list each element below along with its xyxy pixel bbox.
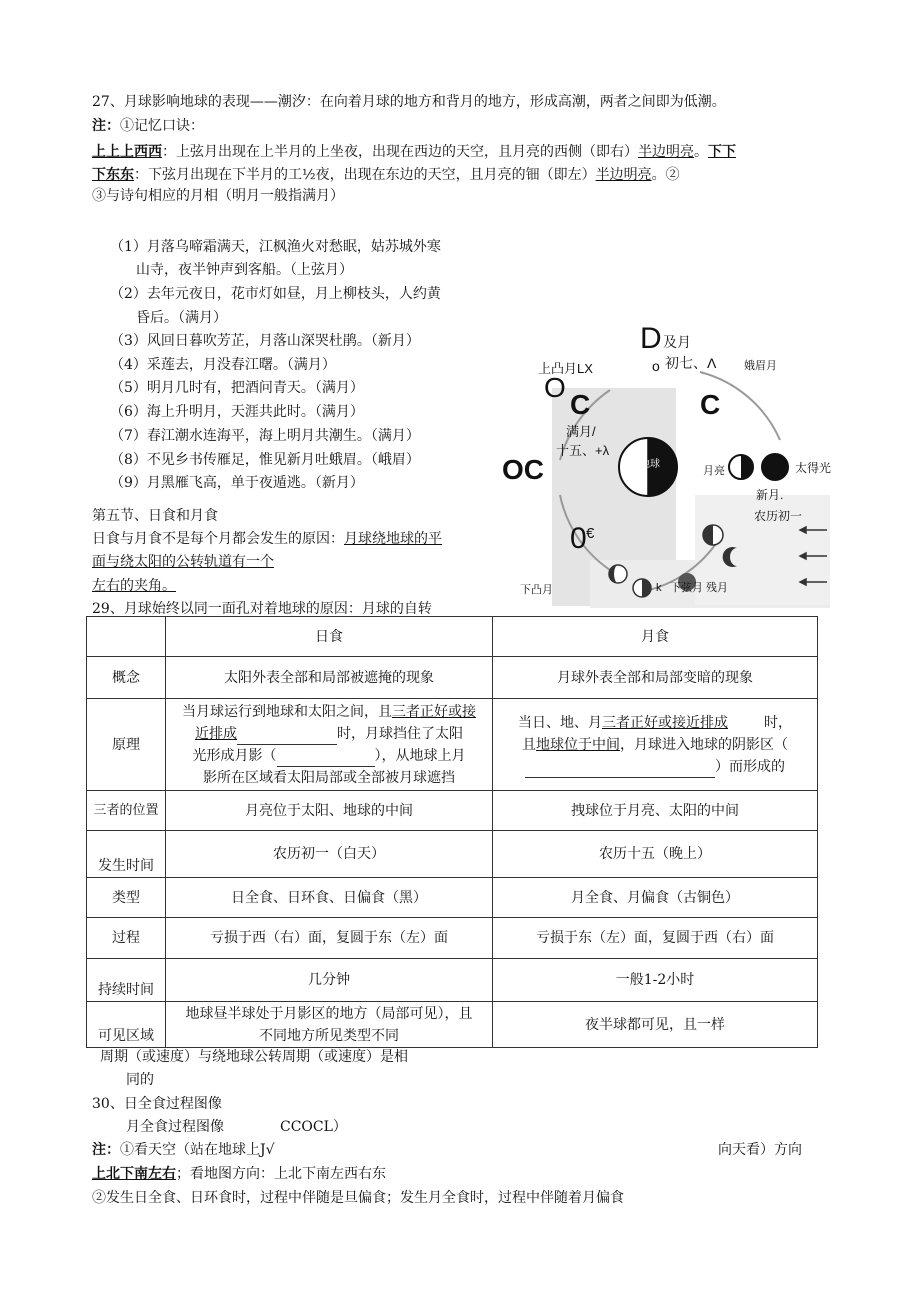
poem-num: （2） [110,286,147,302]
cell-solar: 太阳外表全部和局部被遮掩的现象 [166,657,493,699]
text: 时，月球挡住了太阳 [337,725,463,742]
row-label: 过程 [87,918,166,959]
text: 当月球运行到地球和太阳之间，且 [182,703,392,720]
cell-solar: 农历初一（白天） [166,831,493,878]
diagram-label-full-2: 十五、+λ [556,443,610,458]
poem-item [110,402,364,422]
poem-text: 风回日暮吹芳芷，月落山深哭杜鹃。（新月） [146,333,420,349]
text: 月全食过程图像 [126,1119,224,1135]
diagram-letter-c-left: C [570,389,591,420]
diagram-letters-oc: OC [502,454,544,485]
eclipse-cause-line-3: 左右的夹角。 [92,578,176,594]
diagram-label-first-quarter: 初七、Λ [665,355,717,371]
para-27: 27、月球影响地球的表现——潮汐：在向着月球的地方和背月的地方，形成高潮，两者之间即为低潮。 [92,94,726,110]
principle-solar-line [170,745,488,767]
mnemonic-end-2: 。② [651,167,680,183]
diagram-label-moon: 月亮 [703,465,725,477]
mnemonic-text-1: ：上弦月出现在上半月的上坐夜，出现在西边的天空，且月亮的西侧（即右） [162,144,638,160]
cell-solar [166,699,493,791]
cell-solar [166,1002,493,1048]
row-label: 概念 [87,657,166,699]
third-quarter-moon-icon [633,579,651,597]
diagram-earth-label: 地球 [640,459,660,470]
table-header-lunar: 月食 [493,617,818,657]
cell-solar: 月亮位于太阳、地球的中间 [166,791,493,831]
period-line-2: 同的 [126,1072,154,1088]
section-title: 第五节、日食和月食 [92,508,218,524]
table-row [87,791,818,831]
poem-item [110,331,420,351]
table-row [87,831,818,878]
principle-lunar-line [497,712,813,734]
row-label: 发生时间 [87,831,166,878]
text: 时， [764,714,792,731]
eclipse-cause-text: 日食与月食不是每个月都会发生的原因： [92,531,344,547]
visible-area-line: 地球昼半球处于月影区的地方（局部可见），且 [185,1005,473,1022]
mnemonic-text-2: ：下弦月出现在下半月的工½夜，出现在东边的天空，且月亮的钿（即左） [134,167,596,183]
row-label: 持续时间 [87,959,166,1002]
poem-text: 不见乡书传雁足，惟见新月吐蛾眉。（峨眉） [146,452,420,468]
text: ）而形成的 [715,758,785,775]
principle-solar-line [170,701,488,723]
poem-item [110,237,441,257]
principle-lunar-line [497,734,813,756]
visible-area-line: 不同地方所见类型不同 [259,1027,399,1044]
mnemonic-line-1 [92,142,736,162]
eclipse-comparison-table [86,616,818,1048]
table-corner-cell [87,617,166,657]
table-row [87,1002,818,1048]
note-label: 注： [92,1142,120,1158]
map-key: 上北下南左右 [92,1166,176,1182]
poem-item [110,450,420,470]
diagram-o-small: o [652,358,660,374]
diagram-letter-d: D [640,322,662,355]
diagram-letter-o: O [544,372,566,403]
mnemonic-tail-1: 半边明亮 [638,144,694,160]
poem-num: （4） [110,357,147,373]
underlined-text: 三者正好或接近排成 [602,714,728,731]
diagram-label-crescent: 娥眉月 [744,360,777,372]
cell-lunar: 夜半球都可见，且一样 [493,1002,818,1048]
poem-num: （8） [110,452,147,468]
poem-item [110,378,364,398]
poem-num: （3） [110,333,147,349]
poem-text: 明月几时有，把酒问青天。（满月） [146,380,364,396]
principle-solar-line [170,723,488,745]
diagram-label-upper-gibbous: 上凸月LX [538,361,593,376]
poem-text: 月黑雁飞高，单于夜遁逃。（新月） [146,475,364,491]
note-text: ①记忆口诀： [120,118,204,134]
eclipse-cause-line-2: 面与绕太阳的公转轨道有一个 [92,554,274,570]
text: 光形成月影（ [192,747,277,764]
underlined-text: 近排成 [195,725,237,742]
table-row [87,878,818,918]
underlined-text: 三者正好或接 [392,703,476,720]
cell-solar: 日全食、日环食、日偏食（黑） [166,878,493,918]
diagram-label-new-moon: 新月. [756,488,784,502]
row-label: 类型 [87,878,166,918]
note-label: 注： [92,118,120,134]
map-direction-line [92,1164,386,1184]
cell-solar: 几分钟 [166,959,493,1002]
diagram-euro-mark: € [586,525,595,542]
row-label: 可见区域 [87,1002,166,1048]
text: ；看地图方向：上北下南左西右东 [176,1166,386,1182]
first-quarter-moon-icon [703,525,723,545]
cell-lunar: 亏损于东（左）面，复圆于西（右）面 [493,918,818,959]
text: 且 [522,736,536,753]
poem-text: 采莲去，月没春江曙。（满月） [146,357,336,373]
diagram-label-third-quarter: 下弦月 [670,582,703,594]
poem-num: （9） [110,475,147,491]
text: ，月球进入地球的阴影区（ [620,736,788,753]
fill-blank [237,728,337,745]
lunar-process-line [126,1117,347,1137]
table-row [87,959,818,1002]
text: 当日、地、月 [518,714,602,731]
mnemonic-key-1: 上上上西西 [92,144,162,160]
para-29: 29、月球始终以同一面孔对着地球的原因：月球的自转 [92,601,432,617]
cell-lunar: 农历十五（晚上） [493,831,818,878]
mnemonic-key-2a: 下下 [708,144,736,160]
table-header-row [87,617,818,657]
principle-lunar-line [497,756,813,778]
poem-item [110,473,364,493]
eclipse-cause-underlined-1: 月球绕地球的平 [344,531,442,547]
new-moon-icon [762,454,788,480]
mnemonic-end-1: 。 [694,144,708,160]
moon-icon-right-half [729,455,753,479]
cell-lunar: 拽球位于月亮、太阳的中间 [493,791,818,831]
poem-num: （1） [110,239,147,255]
fill-blank [525,761,715,778]
diagram-label-sunlight: 太得光 [795,461,832,475]
poem-text: 春江潮水连海平，海上明月共潮生。（满月） [146,428,420,444]
poem-item [110,355,336,375]
para-30: 30、日全食过程图像 [92,1096,222,1112]
poem-item [110,284,441,304]
cell-lunar: 一般1-2小时 [493,959,818,1002]
period-line-1: 周期（或速度）与绕地球公转周期（或速度）是相 [100,1049,408,1065]
diagram-label-waning-gibbous: 下凸月 [520,584,553,596]
eclipse-cause-line-1 [92,529,442,549]
poem-item [110,426,420,446]
note-direction-line [92,1140,275,1160]
poem-num: （6） [110,404,147,420]
diagram-label-waning-crescent: 残月 [706,582,728,594]
gibbous-moon-icon [609,565,627,583]
cell-lunar: 月全食、月偏食（古铜色） [493,878,818,918]
row-label: 原理 [87,699,166,791]
note-line [92,116,204,136]
diagram-label-new-moon-2: 农历初一 [754,509,803,523]
poem-num: （7） [110,428,147,444]
cell-solar: 亏损于西（右）面，复圆于东（左）面 [166,918,493,959]
eclipse-process-note: ②发生日全食、日环食时，过程中伴随是旦偏食；发生月全食时，过程中伴随着月偏食 [92,1190,624,1206]
diagram-label-full-1: 满月/ [566,424,596,439]
table-row [87,918,818,959]
underlined-text: 地球位于中间 [536,736,620,753]
mnemonic-tail-2: 半边明亮 [595,167,652,183]
poem-item-cont: 山寺，夜半钟声到客船。（上弦月） [136,262,353,278]
cell-lunar: 月球外表全部和局部变暗的现象 [493,657,818,699]
poem-text: 去年元夜日，花市灯如昼，月上柳枝头，人约黄 [146,286,441,302]
poem-num: （5） [110,380,147,396]
table-row [87,699,818,791]
text: CCOCL） [280,1119,347,1135]
poem-item-cont: 昏后。（满月） [136,310,227,326]
diagram-digit-zero: 0 [570,522,587,555]
diagram-letter-c-right: C [700,389,721,420]
mnemonic-key-2b: 下东东 [92,167,134,183]
poem-text: 月落乌啼霜满天，江枫渔火对愁眠，姑苏城外寒 [146,239,441,255]
diagram-label-top: 及月 [663,334,691,350]
poem-intro: ③与诗句相应的月相（明月一般指满月） [92,188,344,204]
cell-lunar [493,699,818,791]
mnemonic-line-2 [92,165,680,185]
row-label: 三者的位置 [87,791,166,831]
text: ①看天空（站在地球上J√ [120,1142,275,1158]
text: ），从地球上月 [374,747,466,764]
note-direction-tail: 向天看）方向 [718,1142,802,1158]
table-row [87,657,818,699]
diagram-label-bottom-k: k [656,582,662,594]
poem-text: 海上升明月，天涯共此时。（满月） [146,404,364,420]
fill-blank [277,750,375,767]
table-header-solar: 日食 [166,617,493,657]
principle-solar-line: 影所在区域看太阳局部或全部被月球遮挡 [203,769,455,786]
